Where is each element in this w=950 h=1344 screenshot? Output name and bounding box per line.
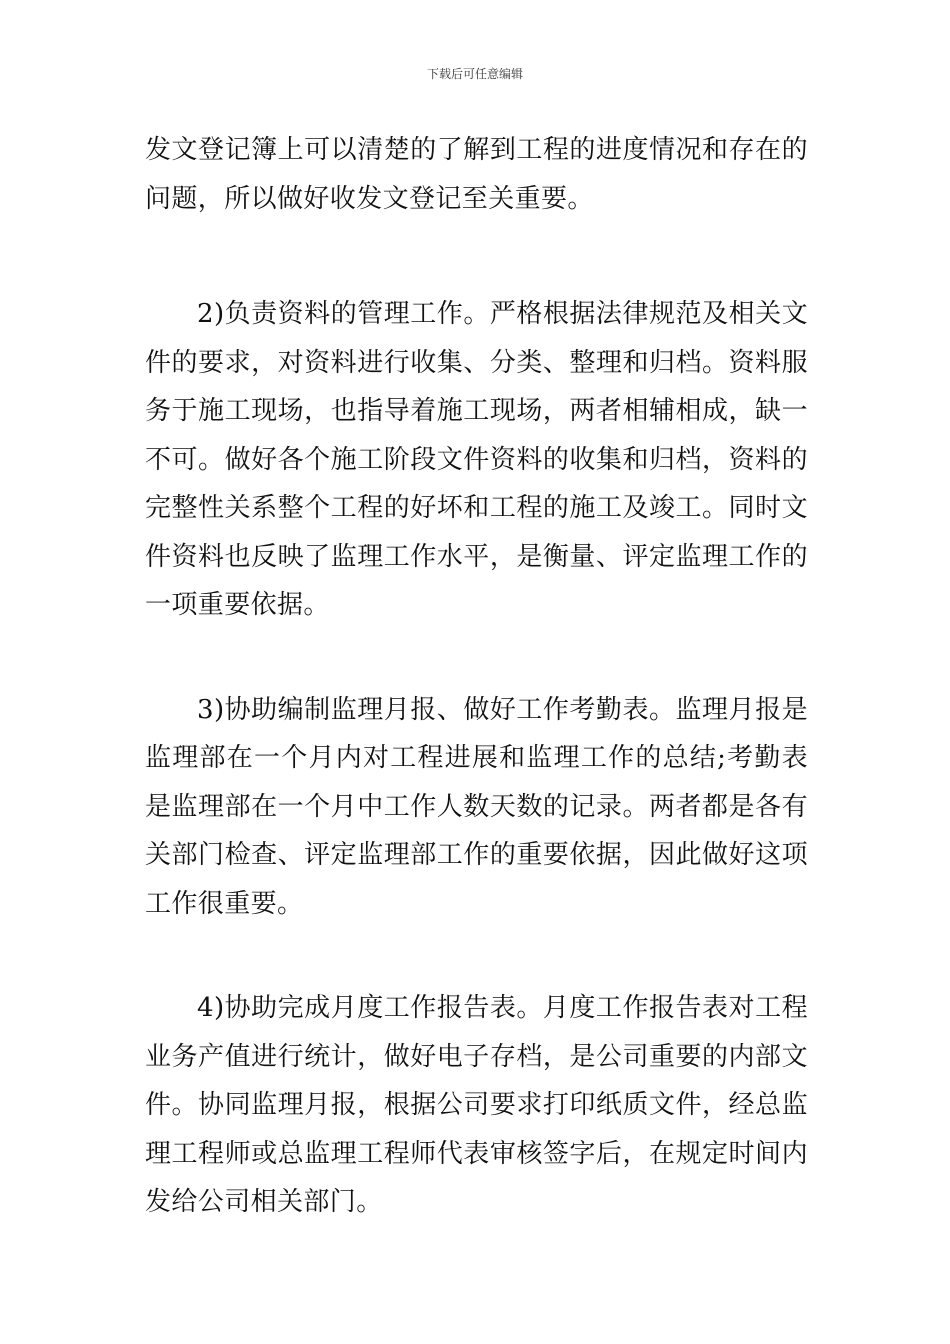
paragraph-gap (145, 223, 808, 290)
paragraph-item-3: 3)协助编制监理月报、做好工作考勤表。监理月报是监理部在一个月内对工程进展和监理工作的总结;考勤表是监理部在一个月中工作人数天数的记录。两者都是各有关部门检查、评定监理部工作的重要依据，因此做好这项工作很重要。 (145, 694, 808, 919)
document-body (145, 126, 808, 1227)
page-header: 下载后可任意编辑 (426, 67, 523, 81)
paragraph-gap (145, 630, 808, 686)
paragraph-item-2: 2)负责资料的管理工作。严格根据法律规范及相关文件的要求，对资料进行收集、分类、整理和归档。资料服务于施工现场，也指导着施工现场，两者相辅相成，缺一不可。做好各个施工阶段文件资料的收集和归档，资料的完整性关系整个工程的好坏和工程的施工及竣工。同时文件资料也反映了监理工作水平，是衡量、评定监理工作的一项重要依据。 (145, 299, 808, 620)
paragraph-gap (145, 928, 808, 984)
paragraph-item-4: 4)协助完成月度工作报告表。月度工作报告表对工程业务产值进行统计，做好电子存档，是公司重要的内部文件。协同监理月报，根据公司要求打印纸质文件，经总监理工程师或总监理工程师代表审核签字后，在规定时间内发给公司相关部门。 (145, 993, 808, 1217)
paragraph-continued: 发文登记簿上可以清楚的了解到工程的进度情况和存在的问题，所以做好收发文登记至关重要。 (145, 135, 808, 214)
